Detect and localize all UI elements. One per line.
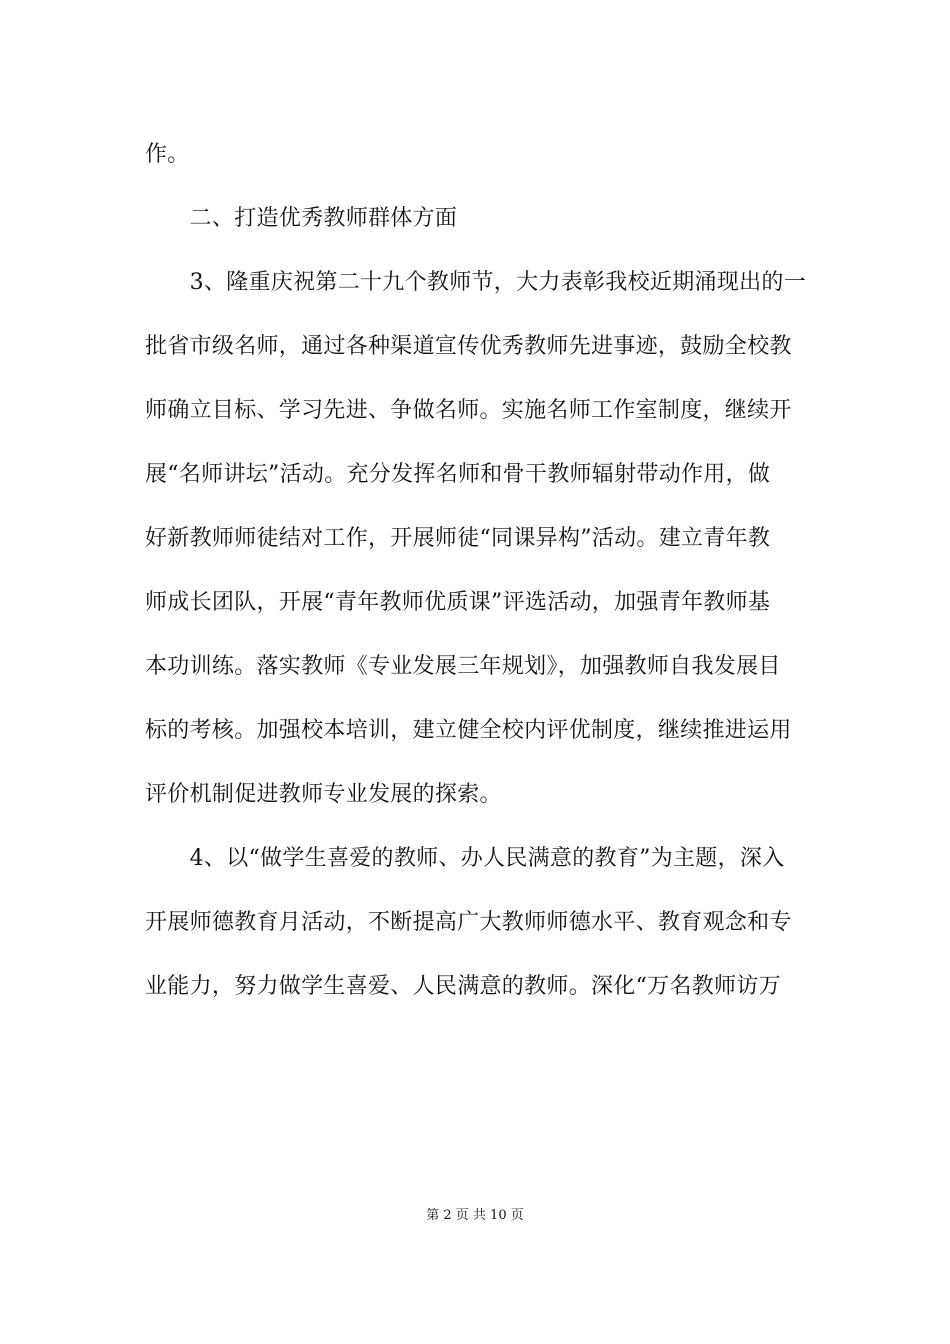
text-line: 好新教师师徒结对工作，开展师徒“同课异构”活动。建立青年教 — [145, 526, 771, 551]
document-body — [145, 128, 807, 1024]
text-line: 批省市级名师，通过各种渠道宣传优秀教师先进事迹，鼓励全校教 — [145, 334, 792, 359]
text-line: 作。 — [145, 142, 190, 167]
text-line: 业能力，努力做学生喜爱、人民满意的教师。深化“万名教师访万 — [145, 974, 781, 999]
text-line: 评价机制促进教师专业发展的探索。 — [145, 782, 502, 807]
section-heading: 二、打造优秀教师群体方面 — [145, 206, 458, 231]
text-line: 开展师德教育月活动，不断提高广大教师师德水平、教育观念和专 — [145, 910, 792, 935]
text-line: 标的考核。加强校本培训，建立健全校内评优制度，继续推进运用 — [145, 718, 792, 743]
text-line: 4、以“做学生喜爱的教师、办人民满意的教育”为主题，深入 — [145, 846, 785, 871]
text-line: 展“名师讲坛”活动。充分发挥名师和骨干教师辐射带动作用，做 — [145, 462, 771, 487]
text-line: 师成长团队，开展“青年教师优质课”评选活动，加强青年教师基 — [145, 590, 771, 615]
page-footer — [0, 1206, 950, 1226]
text-line: 3、隆重庆祝第二十九个教师节，大力表彰我校近期涌现出的一 — [145, 270, 806, 295]
text-line: 师确立目标、学习先进、争做名师。实施名师工作室制度，继续开 — [145, 398, 792, 423]
text-line: 本功训练。落实教师《专业发展三年规划》，加强教师自我发展目 — [145, 654, 781, 679]
page-number: 第 2 页 共 10 页 — [426, 1208, 524, 1223]
